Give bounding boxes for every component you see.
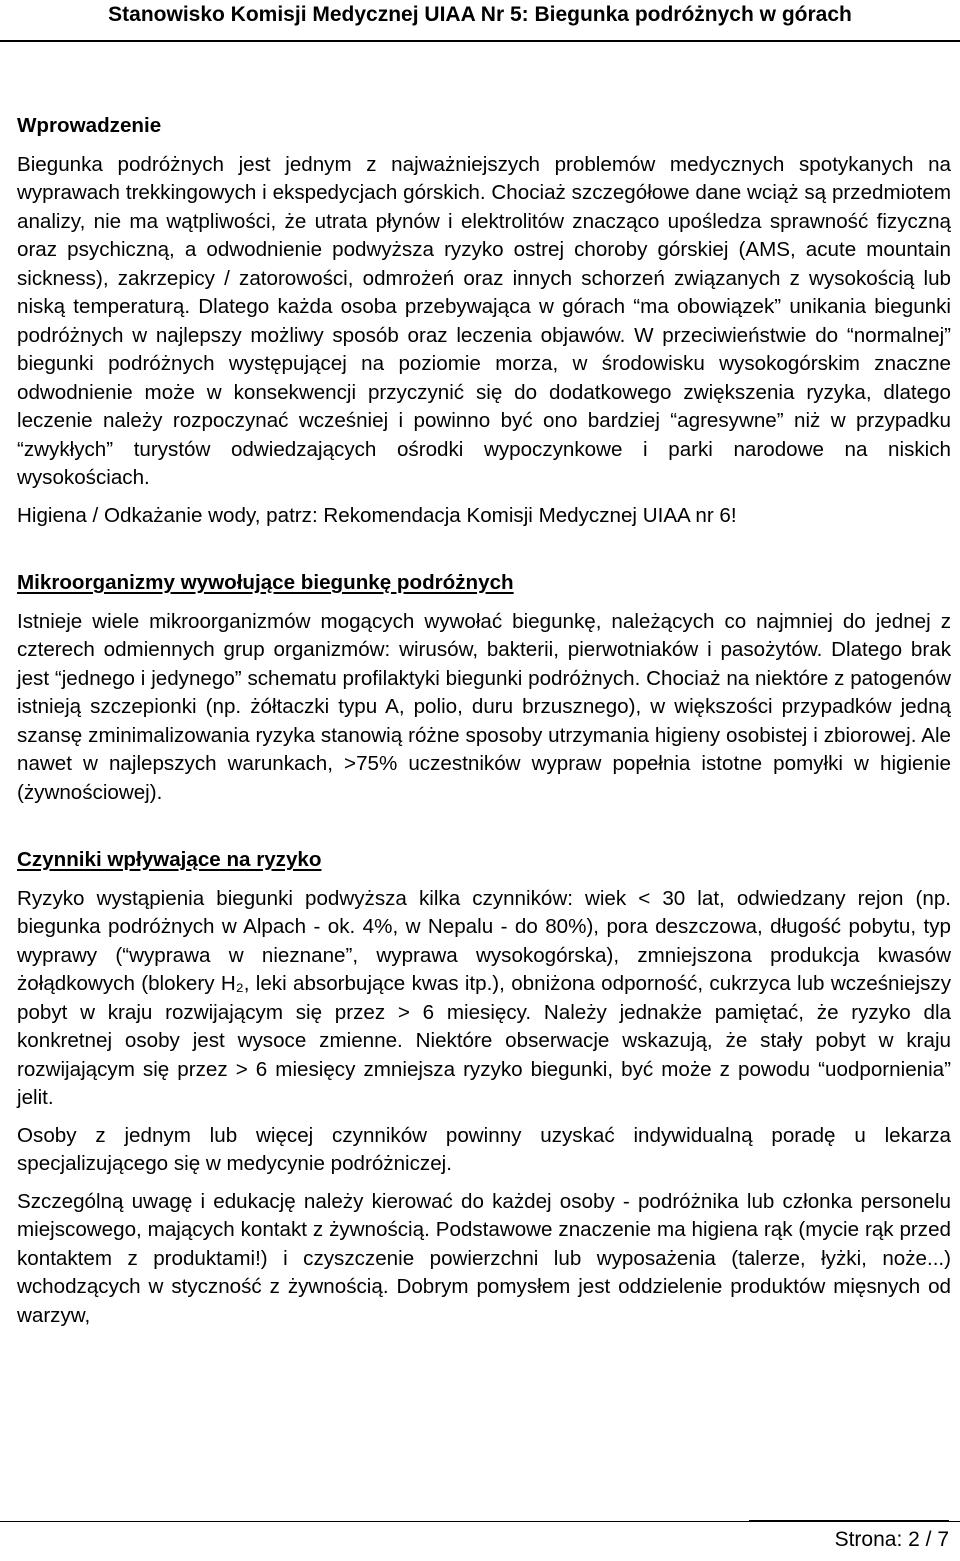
section-introduction — [17, 112, 951, 530]
section-heading: Czynniki wpływające na ryzyko — [17, 848, 322, 871]
paragraph: Ryzyko wystąpienia biegunki podwyższa kilka czynników: wiek < 30 lat, odwiedzany rejon (np. biegunka podróżnych w Alpach - ok. 4%, w Nepalu - do 80%), pora deszczowa, długość pobytu, typ wyprawy (“wyprawa w nieznane”, wyprawa wysokogórska), zmniejszona produkcja kwasów żołądkowych (blokery H₂, leki absorbujące kwas itp.), obniżona odporność, cukrzyca lub wcześniejszy pobyt w kraju rozwijającym się przez > 6 miesięcy. Należy jednakże pamiętać, że ryzyko dla konkretnej osoby jest wysoce zmienne. Niektóre obserwacje wskazują, że stały pobyt w kraju rozwijającym się przez > 6 miesięcy zmniejsza ryzyko biegunki, być może z powodu “uodpornienia” jelit. — [17, 886, 951, 1109]
paragraph: Biegunka podróżnych jest jednym z najważniejszych problemów medycznych spotykanych na wyprawach trekkingowych i ekspedycjach górskich. Chociaż szczegółowe dane wciąż są przedmiotem analizy, nie ma wątpliwości, że utrata płynów i elektrolitów znacząco upośledza sprawność fizyczną oraz psychiczną, a odwodnienie podwyższa ryzyko ostrej choroby górskiej (AMS, acute mountain sickness), zakrzepicy / zatorowości, odmrożeń oraz innych schorzeń związanych z wysokością lub niską temperaturą. Dlatego każda osoba przebywająca w górach “ma obowiązek” unikania biegunki podróżnych w najlepszy możliwy sposób oraz leczenia objawów. W przeciwieństwie do “normalnej” biegunki podróżnych występującej na poziomie morza, w środowisku wysokogórskim znaczne odwodnienie może w konsekwencji przyczynić się do dodatkowego zwiększenia ryzyka, dlatego leczenie należy rozpoczynać wcześniej i powinno być ono bardziej “agresywne” niż w przypadku “zwykłych” turystów odwiedzających ośrodki wypoczynkowe i parki narodowe na niskich wysokościach. — [17, 152, 951, 489]
paragraph: Szczególną uwagę i edukację należy kierować do każdej osoby - podróżnika lub członka personelu miejscowego, mających kontakt z żywnością. Podstawowe znaczenie ma higiena rąk (mycie rąk przed kontaktem z produktami!) i czyszczenie powierzchni lub wyposażenia (talerze, łyżki, noże...) wchodzących w styczność z żywnością. Dobrym pomysłem jest oddzielenie produktów mięsnych od warzyw, — [17, 1189, 951, 1327]
section-heading: Mikroorganizmy wywołujące biegunkę podróżnych — [17, 571, 514, 594]
section-microorganisms — [17, 569, 951, 807]
header-title: Stanowisko Komisji Medycznej UIAA Nr 5: Biegunka podróżnych w górach — [108, 3, 852, 26]
page-number: Strona: 2 / 7 — [834, 1528, 949, 1551]
page-footer — [749, 1520, 949, 1561]
document-body — [17, 112, 951, 1330]
section-risk-factors — [17, 846, 951, 1330]
paragraph: Istnieje wiele mikroorganizmów mogących wywołać biegunkę, należących co najmniej do jednej z czterech odmiennych grup organizmów: wirusów, bakterii, pierwotniaków i pasożytów. Dlatego brak jest “jednego i jedynego” schematu profilaktyki biegunki podróżnych. Chociaż na niektóre z patogenów istnieją szczepionki (np. żółtaczki typu A, polio, duru brzusznego), w większości przypadków jedną szansę zminimalizowania ryzyka stanowią różne sposoby utrzymania higieny osobistej i zbiorowej. Ale nawet w najlepszych warunkach, >75% uczestników wypraw popełnia istotne pomyłki w higienie (żywnościowej). — [17, 609, 951, 804]
paragraph: Higiena / Odkażanie wody, patrz: Rekomendacja Komisji Medycznej UIAA nr 6! — [17, 503, 737, 527]
paragraph: Osoby z jednym lub więcej czynników powinny uzyskać indywidualną poradę u lekarza specjalizującego się w medycynie podróżniczej. — [17, 1123, 951, 1175]
running-header — [0, 0, 960, 42]
section-heading: Wprowadzenie — [17, 114, 162, 137]
